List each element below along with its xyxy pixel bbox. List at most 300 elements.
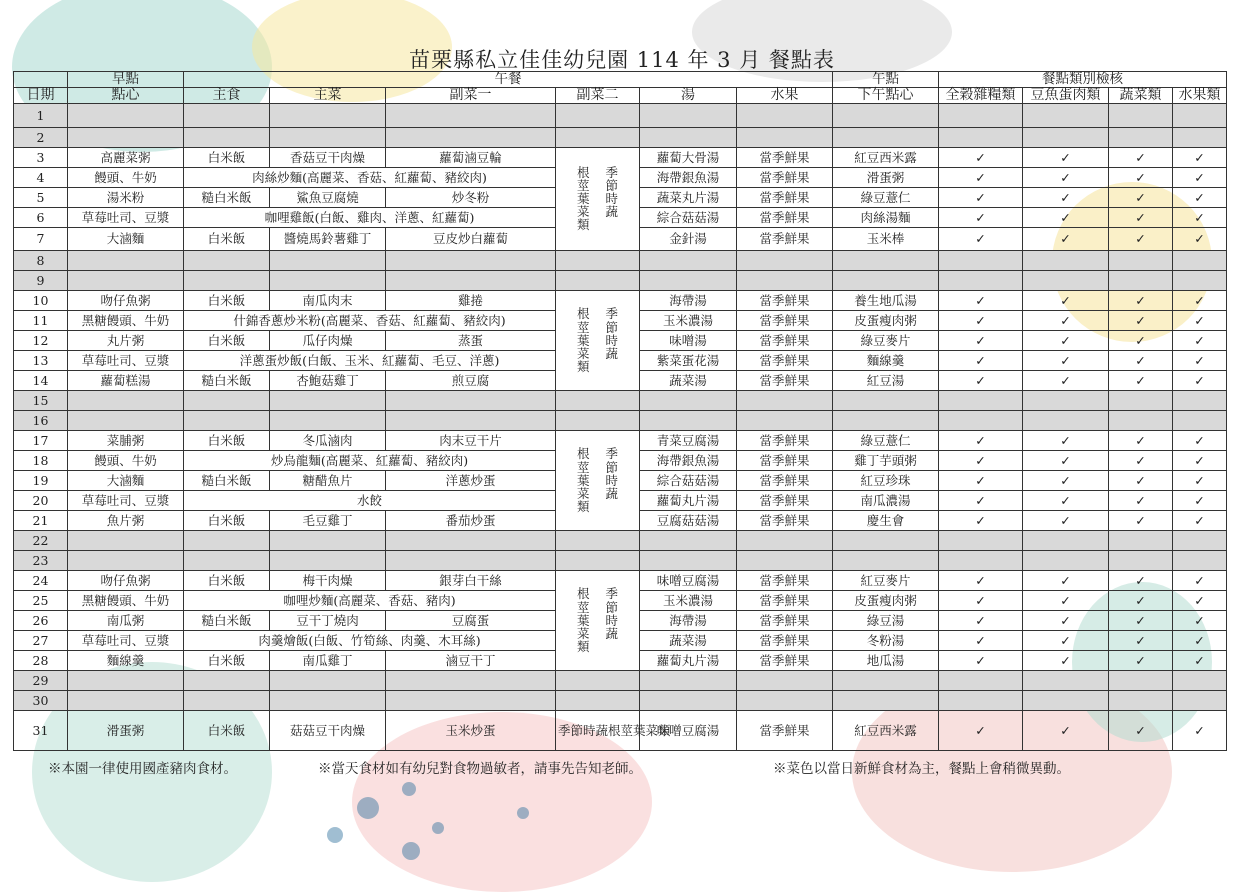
soup: 蘿蔔大骨湯 xyxy=(640,147,737,167)
afternoon-snack: 皮蛋瘦肉粥 xyxy=(833,310,939,330)
check-mark: ✓ xyxy=(1173,510,1227,530)
empty-cell xyxy=(386,127,556,147)
check-mark: ✓ xyxy=(1173,650,1227,670)
check-mark: ✓ xyxy=(1173,450,1227,470)
check-mark: ✓ xyxy=(1173,290,1227,310)
staple: 糙白米飯 xyxy=(184,187,270,207)
empty-cell xyxy=(68,690,184,710)
fruit: 當季鮮果 xyxy=(737,187,833,207)
side2-char: 季 xyxy=(605,306,619,322)
soup: 海帶湯 xyxy=(640,290,737,310)
day-number: 24 xyxy=(14,570,68,590)
check-mark: ✓ xyxy=(1173,167,1227,187)
empty-cell xyxy=(737,104,833,127)
fruit: 當季鮮果 xyxy=(737,450,833,470)
empty-cell xyxy=(640,250,737,270)
day-number: 14 xyxy=(14,370,68,390)
afternoon-snack: 冬粉湯 xyxy=(833,630,939,650)
morning-snack: 菜脯粥 xyxy=(68,430,184,450)
soup: 海帶銀魚湯 xyxy=(640,450,737,470)
fruit: 當季鮮果 xyxy=(737,490,833,510)
blue-dot xyxy=(517,807,529,819)
check-mark: ✓ xyxy=(1023,710,1109,750)
check-mark: ✓ xyxy=(939,650,1023,670)
fruit: 當季鮮果 xyxy=(737,430,833,450)
side-dish-2: 季節時蔬根莖葉菜類 xyxy=(556,710,640,750)
header-check: 餐點類別檢核 xyxy=(939,72,1227,88)
main-dish: 杏鮑菇雞丁 xyxy=(270,370,386,390)
combo-meal: 洋蔥蛋炒飯(白飯、玉米、紅蘿蔔、毛豆、洋蔥) xyxy=(184,350,556,370)
side2-char: 季 xyxy=(605,586,619,602)
morning-snack: 蘿蔔糕湯 xyxy=(68,370,184,390)
day-number: 19 xyxy=(14,470,68,490)
staple: 白米飯 xyxy=(184,510,270,530)
side2-char: 葉 xyxy=(576,191,590,207)
empty-cell xyxy=(556,127,640,147)
col-side1: 副菜一 xyxy=(386,87,556,104)
empty-cell xyxy=(1109,530,1173,550)
main-dish: 冬瓜滷肉 xyxy=(270,430,386,450)
empty-cell xyxy=(833,550,939,570)
day-number: 15 xyxy=(14,390,68,410)
col-grains: 全穀雜糧類 xyxy=(939,87,1023,104)
check-mark: ✓ xyxy=(1173,570,1227,590)
header-snack: 午點 xyxy=(833,72,939,88)
check-mark: ✓ xyxy=(1173,630,1227,650)
col-main: 主菜 xyxy=(270,87,386,104)
empty-cell xyxy=(270,670,386,690)
afternoon-snack: 滑蛋粥 xyxy=(833,167,939,187)
empty-cell xyxy=(556,104,640,127)
check-mark: ✓ xyxy=(1173,187,1227,207)
soup: 紫菜蛋花湯 xyxy=(640,350,737,370)
afternoon-snack: 養生地瓜湯 xyxy=(833,290,939,310)
check-mark: ✓ xyxy=(1173,330,1227,350)
soup: 蔬菜湯 xyxy=(640,630,737,650)
morning-snack: 吻仔魚粥 xyxy=(68,570,184,590)
staple: 白米飯 xyxy=(184,570,270,590)
fruit: 當季鮮果 xyxy=(737,310,833,330)
col-protein: 豆魚蛋肉類 xyxy=(1023,87,1109,104)
empty-cell xyxy=(386,690,556,710)
check-mark: ✓ xyxy=(1109,350,1173,370)
day-number: 29 xyxy=(14,670,68,690)
side-dish-1: 雞捲 xyxy=(386,290,556,310)
day-number: 27 xyxy=(14,630,68,650)
check-mark: ✓ xyxy=(939,147,1023,167)
combo-meal: 什錦香蔥炒米粉(高麗菜、香菇、紅蘿蔔、豬絞肉) xyxy=(184,310,556,330)
combo-meal: 肉羹燴飯(白飯、竹筍絲、肉羹、木耳絲) xyxy=(184,630,556,650)
day-number: 4 xyxy=(14,167,68,187)
side2-char: 莖 xyxy=(576,599,590,615)
empty-cell xyxy=(1173,690,1227,710)
side-dish-2 xyxy=(556,290,640,390)
check-mark: ✓ xyxy=(1173,590,1227,610)
empty-cell xyxy=(640,270,737,290)
side2-char: 菜 xyxy=(576,204,590,220)
day-number: 20 xyxy=(14,490,68,510)
empty-cell xyxy=(1173,127,1227,147)
fruit: 當季鮮果 xyxy=(737,227,833,250)
empty-cell xyxy=(833,670,939,690)
check-mark: ✓ xyxy=(939,310,1023,330)
day-number: 21 xyxy=(14,510,68,530)
side2-char: 菜 xyxy=(576,485,590,501)
check-mark: ✓ xyxy=(1109,610,1173,630)
closed-day-row xyxy=(14,550,1227,570)
fruit: 當季鮮果 xyxy=(737,350,833,370)
soup: 金針湯 xyxy=(640,227,737,250)
check-mark: ✓ xyxy=(939,590,1023,610)
side-dish-1: 蒸蛋 xyxy=(386,330,556,350)
side2-char: 莖 xyxy=(576,459,590,475)
main-dish: 醬燒馬鈴薯雞丁 xyxy=(270,227,386,250)
empty-cell xyxy=(556,690,640,710)
side2-char: 蔬 xyxy=(605,625,619,641)
check-mark: ✓ xyxy=(1023,590,1109,610)
day-number: 28 xyxy=(14,650,68,670)
check-mark: ✓ xyxy=(1109,187,1173,207)
empty-cell xyxy=(737,530,833,550)
empty-cell xyxy=(640,104,737,127)
empty-cell xyxy=(1109,390,1173,410)
empty-cell xyxy=(640,530,737,550)
menu-row xyxy=(14,290,1227,310)
afternoon-snack: 綠豆湯 xyxy=(833,610,939,630)
check-mark: ✓ xyxy=(1173,207,1227,227)
fruit: 當季鮮果 xyxy=(737,207,833,227)
header-row-1 xyxy=(14,72,1227,88)
staple: 糙白米飯 xyxy=(184,610,270,630)
blue-dot xyxy=(402,842,420,860)
empty-cell xyxy=(1109,410,1173,430)
empty-cell xyxy=(184,250,270,270)
empty-cell xyxy=(556,250,640,270)
side2-char: 時 xyxy=(605,332,619,348)
side2-char: 時 xyxy=(605,472,619,488)
check-mark: ✓ xyxy=(1109,450,1173,470)
empty-cell xyxy=(737,670,833,690)
check-mark: ✓ xyxy=(1023,490,1109,510)
morning-snack: 饅頭、牛奶 xyxy=(68,450,184,470)
morning-snack: 草莓吐司、豆漿 xyxy=(68,207,184,227)
empty-cell xyxy=(184,270,270,290)
empty-cell xyxy=(1173,670,1227,690)
empty-cell xyxy=(556,410,640,430)
main-dish: 香菇豆干肉燥 xyxy=(270,147,386,167)
col-snack-pm: 下午點心 xyxy=(833,87,939,104)
col-snack-am: 點心 xyxy=(68,87,184,104)
check-mark: ✓ xyxy=(939,470,1023,490)
soup: 綜合菇菇湯 xyxy=(640,470,737,490)
empty-cell xyxy=(833,270,939,290)
col-soup: 湯 xyxy=(640,87,737,104)
soup: 蘿蔔丸片湯 xyxy=(640,650,737,670)
fruit: 當季鮮果 xyxy=(737,330,833,350)
day-number: 25 xyxy=(14,590,68,610)
fruit: 當季鮮果 xyxy=(737,167,833,187)
empty-cell xyxy=(939,127,1023,147)
empty-cell xyxy=(386,270,556,290)
footnote-pork: ※本園一律使用國產豬肉食材。 xyxy=(48,761,237,777)
empty-cell xyxy=(68,104,184,127)
side2-char: 類 xyxy=(576,217,590,233)
check-mark: ✓ xyxy=(1023,350,1109,370)
morning-snack: 滑蛋粥 xyxy=(68,710,184,750)
side2-char: 蔬 xyxy=(605,204,619,220)
check-mark: ✓ xyxy=(939,510,1023,530)
check-mark: ✓ xyxy=(1023,650,1109,670)
empty-cell xyxy=(386,410,556,430)
side2-char: 根 xyxy=(576,446,590,462)
morning-snack: 大滷麵 xyxy=(68,227,184,250)
check-mark: ✓ xyxy=(1173,470,1227,490)
check-mark: ✓ xyxy=(1173,227,1227,250)
empty-cell xyxy=(737,250,833,270)
empty-cell xyxy=(184,670,270,690)
empty-cell xyxy=(939,530,1023,550)
menu-row xyxy=(14,570,1227,590)
empty-cell xyxy=(270,530,386,550)
afternoon-snack: 紅豆麥片 xyxy=(833,570,939,590)
day-number: 31 xyxy=(14,710,68,750)
fruit: 當季鮮果 xyxy=(737,710,833,750)
empty-cell xyxy=(1173,550,1227,570)
empty-cell xyxy=(270,550,386,570)
day-number: 8 xyxy=(14,250,68,270)
empty-cell xyxy=(270,127,386,147)
main-dish: 菇菇豆干肉燥 xyxy=(270,710,386,750)
check-mark: ✓ xyxy=(939,430,1023,450)
check-mark: ✓ xyxy=(1109,590,1173,610)
empty-cell xyxy=(1173,530,1227,550)
side2-char: 蔬 xyxy=(605,485,619,501)
check-mark: ✓ xyxy=(1023,370,1109,390)
fruit: 當季鮮果 xyxy=(737,370,833,390)
empty-cell xyxy=(68,127,184,147)
side-dish-2 xyxy=(556,430,640,530)
empty-cell xyxy=(640,127,737,147)
check-mark: ✓ xyxy=(939,330,1023,350)
check-mark: ✓ xyxy=(1023,227,1109,250)
empty-cell xyxy=(939,550,1023,570)
side2-char: 菜 xyxy=(576,625,590,641)
main-dish: 南瓜肉末 xyxy=(270,290,386,310)
empty-cell xyxy=(556,550,640,570)
staple: 白米飯 xyxy=(184,290,270,310)
check-mark: ✓ xyxy=(939,610,1023,630)
morning-snack: 麵線羹 xyxy=(68,650,184,670)
fruit: 當季鮮果 xyxy=(737,650,833,670)
empty-cell xyxy=(1023,410,1109,430)
staple: 白米飯 xyxy=(184,650,270,670)
check-mark: ✓ xyxy=(1023,610,1109,630)
check-mark: ✓ xyxy=(939,350,1023,370)
check-mark: ✓ xyxy=(1109,167,1173,187)
col-staple: 主食 xyxy=(184,87,270,104)
side-dish-1: 蘿蔔滷豆輪 xyxy=(386,147,556,167)
check-mark: ✓ xyxy=(1023,187,1109,207)
combo-meal: 肉絲炒麵(高麗菜、香菇、紅蘿蔔、豬絞肉) xyxy=(184,167,556,187)
closed-day-row xyxy=(14,410,1227,430)
day-number: 23 xyxy=(14,550,68,570)
day-number: 6 xyxy=(14,207,68,227)
check-mark: ✓ xyxy=(939,187,1023,207)
side2-char: 時 xyxy=(605,191,619,207)
empty-cell xyxy=(184,690,270,710)
empty-cell xyxy=(184,410,270,430)
empty-cell xyxy=(1173,390,1227,410)
side-dish-1: 豆腐蛋 xyxy=(386,610,556,630)
empty-cell xyxy=(1109,127,1173,147)
main-dish: 南瓜雞丁 xyxy=(270,650,386,670)
day-number: 17 xyxy=(14,430,68,450)
staple: 糙白米飯 xyxy=(184,370,270,390)
day-number: 5 xyxy=(14,187,68,207)
main-dish: 梅干肉燥 xyxy=(270,570,386,590)
empty-cell xyxy=(939,690,1023,710)
staple: 白米飯 xyxy=(184,227,270,250)
check-mark: ✓ xyxy=(1173,710,1227,750)
check-mark: ✓ xyxy=(939,450,1023,470)
side-dish-1: 豆皮炒白蘿蔔 xyxy=(386,227,556,250)
check-mark: ✓ xyxy=(1109,570,1173,590)
empty-cell xyxy=(1109,250,1173,270)
staple: 白米飯 xyxy=(184,710,270,750)
empty-cell xyxy=(68,410,184,430)
day-number: 16 xyxy=(14,410,68,430)
empty-cell xyxy=(386,390,556,410)
check-mark: ✓ xyxy=(1023,470,1109,490)
check-mark: ✓ xyxy=(1173,610,1227,630)
fruit: 當季鮮果 xyxy=(737,570,833,590)
empty-cell xyxy=(833,127,939,147)
side2-char: 節 xyxy=(605,459,619,475)
morning-snack: 湯米粉 xyxy=(68,187,184,207)
fruit: 當季鮮果 xyxy=(737,610,833,630)
soup: 味噌湯 xyxy=(640,330,737,350)
check-mark: ✓ xyxy=(1023,207,1109,227)
col-date: 日期 xyxy=(14,87,68,104)
empty-cell xyxy=(737,390,833,410)
empty-cell xyxy=(737,127,833,147)
side2-char: 葉 xyxy=(576,332,590,348)
empty-cell xyxy=(1109,690,1173,710)
empty-cell xyxy=(737,410,833,430)
footnote-allergy: ※當天食材如有幼兒對食物過敏者，請事先告知老師。 xyxy=(318,761,642,777)
empty-cell xyxy=(737,270,833,290)
menu-row xyxy=(14,430,1227,450)
side-dish-1: 玉米炒蛋 xyxy=(386,710,556,750)
col-side2: 副菜二 xyxy=(556,87,640,104)
check-mark: ✓ xyxy=(1109,490,1173,510)
afternoon-snack: 皮蛋瘦肉粥 xyxy=(833,590,939,610)
empty-cell xyxy=(640,550,737,570)
empty-cell xyxy=(184,390,270,410)
menu-body xyxy=(14,104,1227,751)
side2-char: 根 xyxy=(576,164,590,180)
footnote-change: ※菜色以當日新鮮食材為主，餐點上會稍微異動。 xyxy=(773,761,1070,777)
soup: 豆腐菇菇湯 xyxy=(640,510,737,530)
empty-cell xyxy=(833,250,939,270)
check-mark: ✓ xyxy=(1109,650,1173,670)
day-number: 22 xyxy=(14,530,68,550)
day-number: 11 xyxy=(14,310,68,330)
check-mark: ✓ xyxy=(1109,470,1173,490)
empty-cell xyxy=(556,270,640,290)
day-number: 9 xyxy=(14,270,68,290)
side2-char: 葉 xyxy=(576,612,590,628)
morning-snack: 魚片粥 xyxy=(68,510,184,530)
empty-cell xyxy=(939,104,1023,127)
menu-row xyxy=(14,147,1227,167)
side2-char: 類 xyxy=(576,358,590,374)
empty-cell xyxy=(939,410,1023,430)
check-mark: ✓ xyxy=(1109,370,1173,390)
morning-snack: 吻仔魚粥 xyxy=(68,290,184,310)
morning-snack: 草莓吐司、豆漿 xyxy=(68,490,184,510)
side2-char: 蔬 xyxy=(605,345,619,361)
empty-cell xyxy=(270,270,386,290)
side2-char: 節 xyxy=(605,319,619,335)
closed-day-row xyxy=(14,104,1227,127)
empty-cell xyxy=(68,390,184,410)
closed-day-row xyxy=(14,670,1227,690)
empty-cell xyxy=(68,270,184,290)
soup: 海帶湯 xyxy=(640,610,737,630)
afternoon-snack: 玉米棒 xyxy=(833,227,939,250)
afternoon-snack: 紅豆湯 xyxy=(833,370,939,390)
day-number: 1 xyxy=(14,104,68,127)
check-mark: ✓ xyxy=(1023,167,1109,187)
empty-cell xyxy=(640,390,737,410)
empty-cell xyxy=(939,270,1023,290)
day-number: 3 xyxy=(14,147,68,167)
fruit: 當季鮮果 xyxy=(737,470,833,490)
day-number: 2 xyxy=(14,127,68,147)
check-mark: ✓ xyxy=(1109,630,1173,650)
menu-table xyxy=(13,71,1227,751)
closed-day-row xyxy=(14,530,1227,550)
soup: 玉米濃湯 xyxy=(640,310,737,330)
check-mark: ✓ xyxy=(1173,370,1227,390)
side2-char: 季 xyxy=(605,446,619,462)
side2-char: 莖 xyxy=(576,178,590,194)
empty-cell xyxy=(1173,104,1227,127)
empty-cell xyxy=(1023,530,1109,550)
blue-dot xyxy=(357,797,379,819)
check-mark: ✓ xyxy=(1023,430,1109,450)
afternoon-snack: 肉絲湯麵 xyxy=(833,207,939,227)
side2-char: 莖 xyxy=(576,319,590,335)
afternoon-snack: 南瓜濃湯 xyxy=(833,490,939,510)
soup: 玉米濃湯 xyxy=(640,590,737,610)
empty-cell xyxy=(1023,127,1109,147)
main-dish: 瓜仔肉燥 xyxy=(270,330,386,350)
empty-cell xyxy=(1023,270,1109,290)
afternoon-snack: 紅豆珍珠 xyxy=(833,470,939,490)
side-dish-1: 滷豆干丁 xyxy=(386,650,556,670)
header-lunch: 午餐 xyxy=(184,72,833,88)
check-mark: ✓ xyxy=(939,207,1023,227)
check-mark: ✓ xyxy=(939,370,1023,390)
side2-char: 根 xyxy=(576,586,590,602)
side2-char: 根 xyxy=(576,306,590,322)
empty-cell xyxy=(1173,250,1227,270)
check-mark: ✓ xyxy=(1173,147,1227,167)
closed-day-row xyxy=(14,690,1227,710)
empty-cell xyxy=(68,670,184,690)
